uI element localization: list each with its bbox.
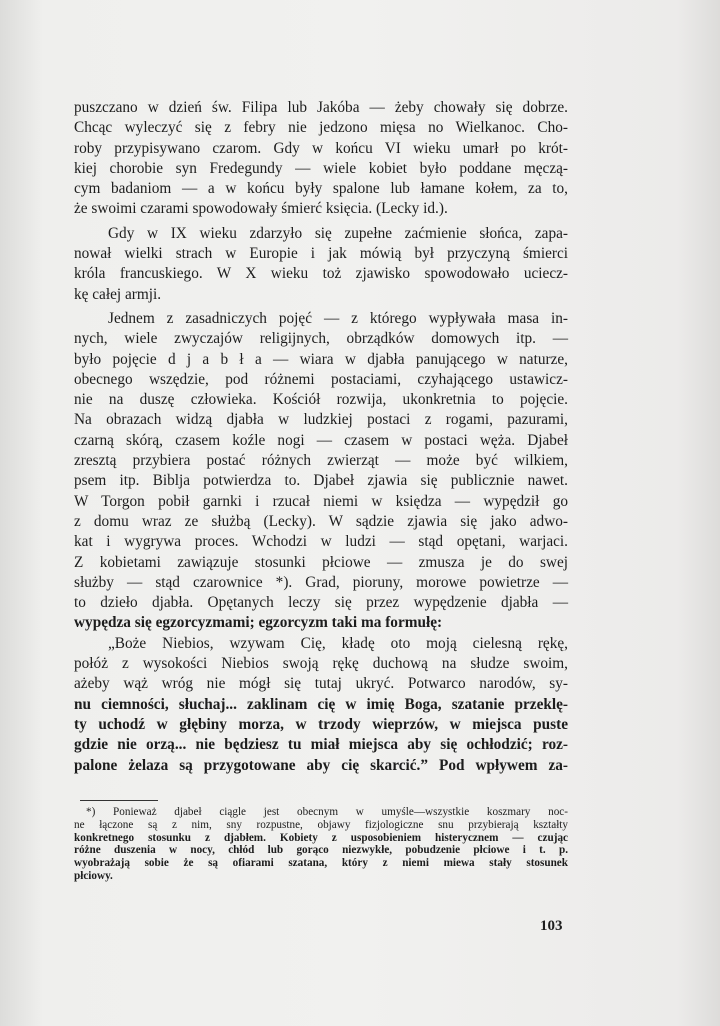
text-line: Gdy w IX wieku zdarzyło się zupełne zaćmienie słońca, zapa-: [108, 224, 568, 242]
text-line: cym badaniom — a w końcu były spalone lub łamane kołem, za to,: [74, 180, 568, 198]
text-line: psem itp. Biblja potwierdza to. Djabeł zjawia się publicznie nawet.: [74, 472, 568, 490]
text-line: zresztą przybiera postać różnych zwierząt — może być wilkiem,: [74, 452, 568, 470]
text-line: ażeby wąż wróg nie mógł się tutaj ukryć. Potwarco narodów, sy-: [74, 675, 568, 693]
text-line: kę całej armji.: [74, 285, 162, 303]
footnote-line: *) Ponieważ djabeł ciągle jest obecnym w umyśle—wszystkie koszmary noc-: [86, 806, 568, 818]
footnote-line: różne duszenia w nocy, chłód lub gorąco niezwykłe, pobudzenie płciowe i t. p.: [74, 844, 568, 857]
text-line: służby — stąd czarownice *). Grad, pioruny, morowe powietrze —: [74, 573, 568, 591]
text-line: nu ciemności, słuchaj... zaklinam cię w imię Boga, szatanie przeklę-: [74, 695, 568, 713]
text-line: Jednem z zasadniczych pojęć — z którego wypływała masa in-: [108, 309, 568, 327]
text-line: Z kobietami zawiązuje stosunki płciowe — zmusza je do swej: [74, 553, 568, 571]
text-line: było pojęcie d j a b ł a — wiara w djabła panującego w naturze,: [74, 350, 568, 368]
page-number: 103: [540, 918, 563, 934]
text-line: W Torgon pobił garnki i rzucał niemi w księdza — wypędził go: [74, 492, 568, 510]
text-line: palone żelaza są przygotowane aby cię skarcić.” Pod wpływem za-: [74, 756, 568, 774]
footnote: [74, 806, 568, 883]
footnote-line: ne łączone są z nim, sny rozpustne, objawy fizjologiczne snu przybierają kształty: [74, 818, 568, 831]
text-line: to dzieło djabła. Opętanych leczy się przez wypędzenie djabła —: [74, 594, 568, 612]
footnote-line: konkretnego stosunku z djabłem. Kobiety z usposobieniem histerycznem — czując: [74, 831, 568, 844]
text-line: ty uchodź w głębiny morza, w trzody wieprzów, w miejsca puste: [74, 715, 568, 733]
text-line: nie na duszę człowieka. Kościół rozwija, ukonkretnia to pojęcie.: [74, 391, 568, 409]
text-line: połóż z wysokości Niebios swoją rękę duchową na słudze swoim,: [74, 655, 568, 673]
footnote-divider: [80, 800, 158, 801]
footnote-line: płciowy.: [74, 869, 113, 882]
text-line: Na obrazach widzą djabła w ludzkiej postaci z rogami, pazurami,: [74, 411, 568, 429]
text-line: gdzie nie orzą... nie będziesz tu miał miejsca aby się ochłodzić; roz-: [74, 736, 568, 754]
body-text: [74, 98, 568, 776]
footnote-line: wyobrażają sobie że są ofiarami szatana, który z niemi miewa stały stosunek: [74, 857, 568, 870]
text-line: „Boże Niebios, wzywam Cię, kładę oto moją cielesną rękę,: [108, 634, 568, 652]
text-line: nych, wiele zwyczajów religijnych, obrządków domowych itp. —: [74, 330, 568, 348]
text-line: z domu wraz ze służbą (Lecky). W sądzie zjawia się jako adwo-: [74, 512, 568, 530]
text-line: kiej chorobie syn Fredegundy — wiele kobiet było poddane męczą-: [74, 159, 568, 177]
text-line: że swoimi czarami spowodowały śmierć księcia. (Lecky id.).: [74, 200, 448, 218]
text-line: nował wielki strach w Europie i jak mówią był przyczyną śmierci: [74, 245, 568, 263]
text-line: wypędza się egzorcyzmami; egzorcyzm taki ma formułę:: [74, 614, 443, 632]
text-line: Chcąc wyleczyć się z febry nie jedzono mięsa no Wielkanoc. Cho-: [74, 119, 568, 137]
text-line: obecnego wszędzie, pod różnemi postaciami, czyhającego ustawicz-: [74, 370, 568, 388]
text-line: puszczano w dzień św. Filipa lub Jakóba — żeby chowały się dobrze.: [74, 99, 568, 116]
text-line: czarną skórą, czasem koźle nogi — czasem w postaci węża. Djabeł: [74, 431, 568, 449]
text-line: króla francuskiego. W X wieku toż zjawisko spowodowało uciecz-: [74, 265, 568, 283]
text-line: roby przypisywano czarom. Gdy w końcu VI wieku umarł po krót-: [74, 139, 568, 157]
text-line: kat i wygrywa proces. Wchodzi w ludzi — stąd opętani, warjaci.: [74, 533, 568, 551]
